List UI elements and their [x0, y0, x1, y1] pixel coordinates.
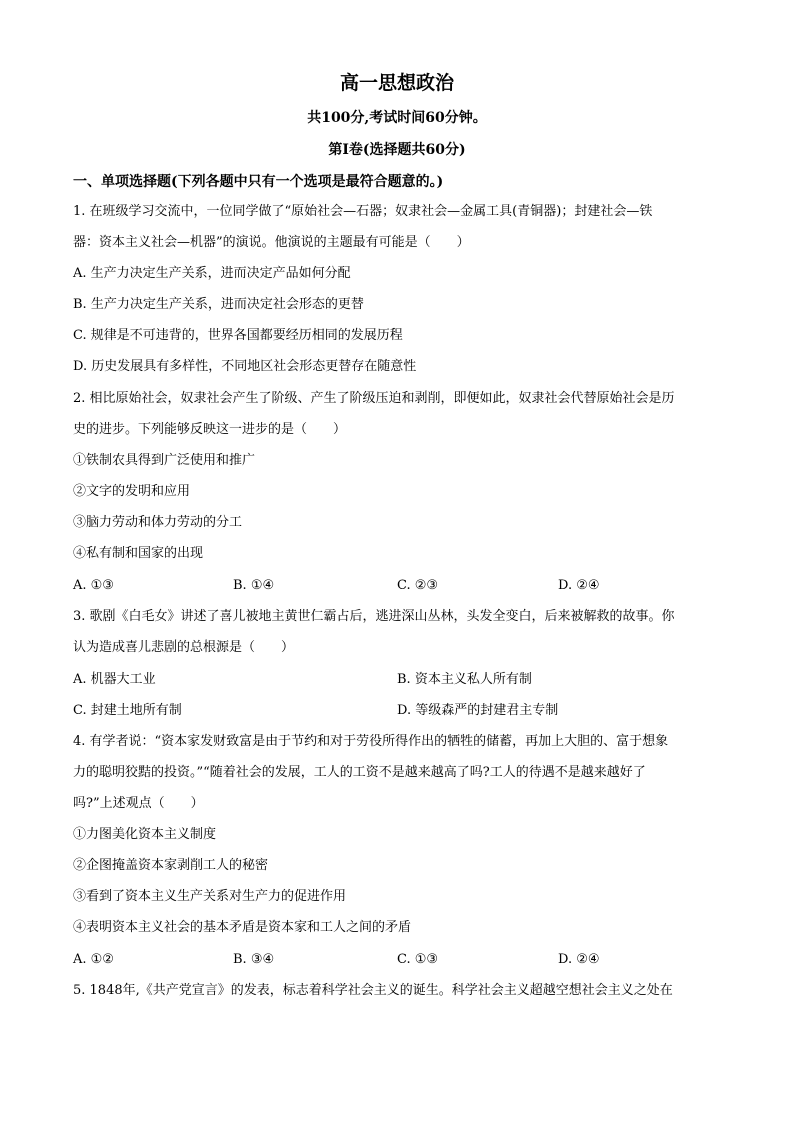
- section-title: 第Ⅰ卷(选择题共60分): [328, 142, 466, 158]
- q5-stem-line1: 5. 1848年,《共产党宣言》的发表，标志着科学社会主义的诞生。科学社会主义超越空想社会主义之处在: [73, 983, 673, 998]
- q2-item-2: ②文字的发明和应用: [73, 484, 191, 499]
- q3-option-c: C. 封建土地所有制: [73, 703, 182, 718]
- q2-option-c: C. ②③: [397, 578, 439, 593]
- q4-stem-line2: 力的聪明狡黠的投资。”“随着社会的发展，工人的工资不是越来越高了吗?工人的待遇不是越来越好了: [73, 765, 646, 780]
- q3-option-a: A. 机器大工业: [73, 672, 156, 687]
- q4-option-d: D. ②④: [558, 952, 600, 967]
- q3-stem-line1: 3. 歌剧《白毛女》讲述了喜儿被地主黄世仁霸占后，逃进深山丛林，头发全变白，后来被解救的故事。你: [73, 609, 675, 624]
- q1-option-d: D. 历史发展具有多样性，不同地区社会形态更替存在随意性: [73, 359, 417, 374]
- q2-stem-line2: 史的进步。下列能够反映这一进步的是（ ）: [73, 422, 347, 437]
- q4-item-2: ②企图掩盖资本家剥削工人的秘密: [73, 858, 269, 873]
- part-heading: 一、单项选择题(下列各题中只有一个选项是最符合题意的。): [73, 174, 444, 190]
- q4-option-a: A. ①②: [73, 952, 114, 967]
- q1-stem-line2: 器：资本主义社会—机器”的演说。他演说的主题最有可能是（ ）: [73, 235, 470, 250]
- q4-item-3: ③看到了资本主义生产关系对生产力的促进作用: [73, 889, 347, 904]
- q4-option-c: C. ①③: [397, 952, 439, 967]
- q1-option-b: B. 生产力决定生产关系，进而决定社会形态的更替: [73, 297, 364, 312]
- q4-option-b: B. ③④: [233, 952, 275, 967]
- q1-option-c: C. 规律是不可违背的，世界各国都要经历相同的发展历程: [73, 328, 403, 343]
- q2-item-4: ④私有制和国家的出现: [73, 546, 204, 561]
- q4-item-1: ①力图美化资本主义制度: [73, 827, 217, 842]
- q4-item-4: ④表明资本主义社会的基本矛盾是资本家和工人之间的矛盾: [73, 920, 412, 935]
- q3-option-b: B. 资本主义私人所有制: [397, 672, 532, 687]
- q1-stem-line1: 1. 在班级学习交流中，一位同学做了“原始社会—石器；奴隶社会—金属工具(青铜器)；封建社会—铁: [73, 204, 653, 219]
- page-title: 高一思想政治: [339, 72, 454, 94]
- exam-info: 共100分,考试时间60分钟。: [307, 110, 487, 126]
- q3-stem-line2: 认为造成喜儿悲剧的总根源是（ ）: [73, 640, 295, 655]
- q1-option-a: A. 生产力决定生产关系，进而决定产品如何分配: [73, 266, 351, 281]
- q2-item-1: ①铁制农具得到广泛使用和推广: [73, 453, 256, 468]
- q3-option-d: D. 等级森严的封建君主专制: [397, 703, 559, 718]
- q2-option-d: D. ②④: [558, 578, 600, 593]
- q2-option-a: A. ①③: [73, 578, 114, 593]
- q4-stem-line3: 吗?”上述观点（ ）: [73, 796, 204, 811]
- q2-option-b: B. ①④: [233, 578, 275, 593]
- q2-stem-line1: 2. 相比原始社会，奴隶社会产生了阶级、产生了阶级压迫和剥削，即便如此，奴隶社会代替原始社会是历: [73, 391, 675, 406]
- q4-stem-line1: 4. 有学者说：“资本家发财致富是由于节约和对于劳役所得作出的牺牲的储蓄，再加上大胆的、富于想象: [73, 734, 669, 749]
- q2-item-3: ③脑力劳动和体力劳动的分工: [73, 515, 243, 530]
